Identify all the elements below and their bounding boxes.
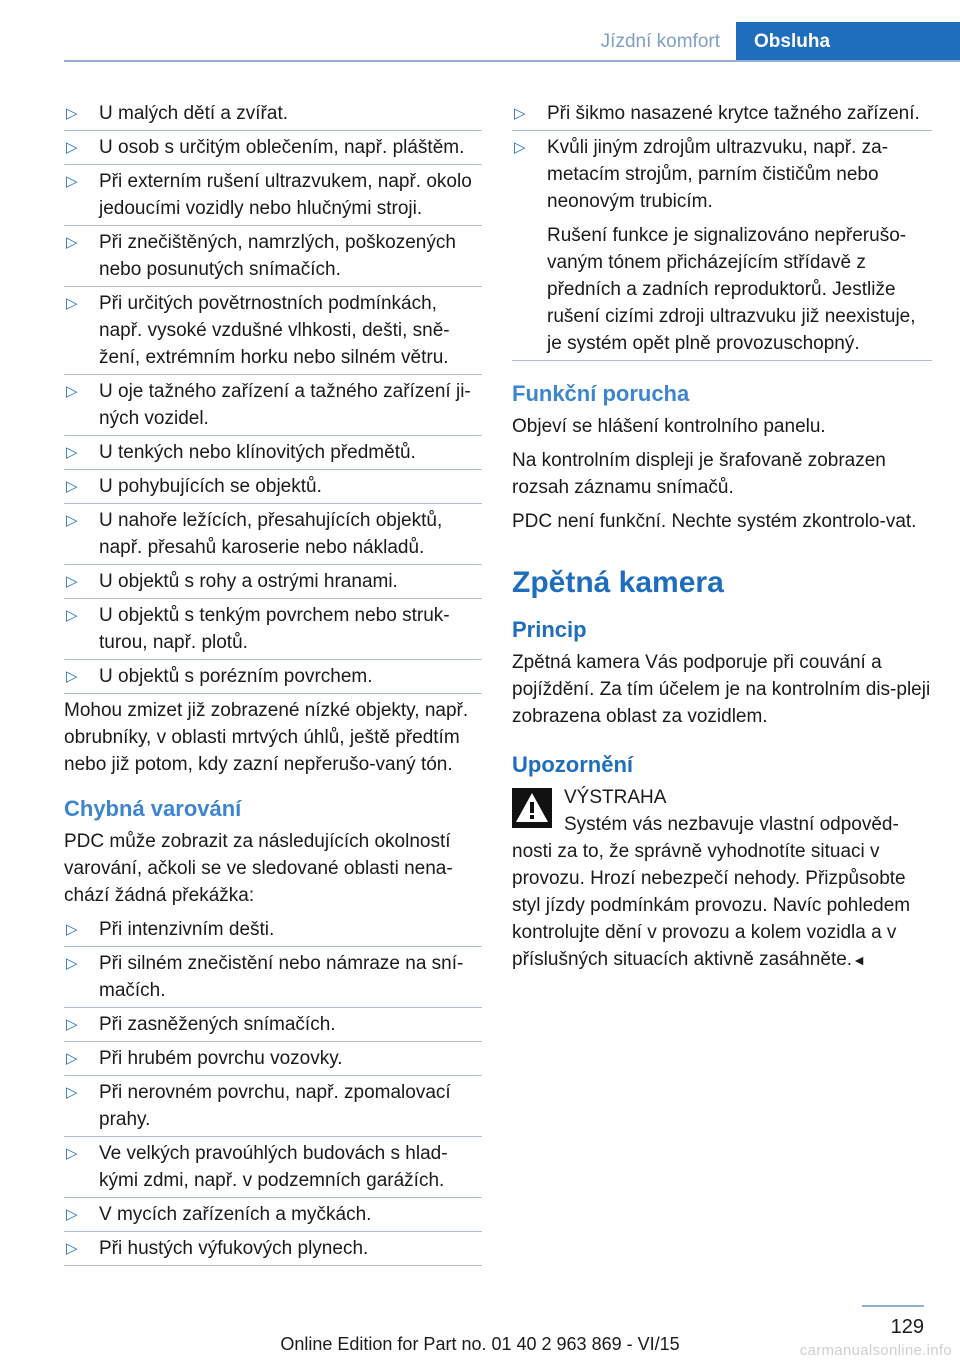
triangle-bullet-icon: ▷ — [66, 573, 78, 590]
heading-false-warnings: Chybná varování — [64, 796, 242, 821]
footer-rule — [862, 1305, 924, 1307]
triangle-bullet-icon: ▷ — [66, 1016, 78, 1033]
paragraph-false-warnings-intro: PDC může zobrazit za následujících okolností varování, ačkoli se ve sledované oblasti nena-chází žádná překážka: — [64, 831, 453, 906]
list-item: ▷ Při šikmo nasazené krytce tažného zařízení. — [512, 100, 932, 127]
triangle-bullet-icon: ▷ — [66, 1240, 78, 1257]
bullet-list-limits — [64, 100, 482, 690]
list-item: ▷ U oje tažného zařízení a tažného zařízení ji-ných vozidel. — [64, 378, 482, 432]
list-item: ▷ U objektů s rohy a ostrými hranami. — [64, 568, 482, 595]
warning-block — [512, 784, 932, 974]
bullet-list-false-warnings — [64, 916, 482, 1262]
paragraph-interference-note: Rušení funkce je signalizováno nepřerušo-vaným tónem přicházejícím střídavě z předních a zadních reproduktorů. Jestliže rušení cizími zdroji ultrazvuku již neexistuje, je systém opět plně provozuschopný. — [547, 225, 916, 354]
header-rule — [64, 60, 960, 62]
heading-principle: Princip — [512, 617, 587, 642]
list-item: ▷ U osob s určitým oblečením, např. pláštěm. — [64, 134, 482, 161]
heading-malfunction: Funkční porucha — [512, 381, 690, 406]
paragraph-malfunction-3: PDC není funkční. Nechte systém zkontrolo-vat. — [512, 511, 917, 532]
list-item: ▷ Kvůli jiným zdrojům ultrazvuku, např. za-metacím strojům, parním čističům nebo neonovým trubicím. Rušení funkce je signalizováno nepřerušo-vaným tónem přicházejícím střídavě z předních a zadních reproduktorů. Jestliže rušení cizími zdroji ultrazvuku již neexistuje, je systém opět plně provozuschopný. — [512, 134, 932, 357]
triangle-bullet-icon: ▷ — [66, 295, 78, 312]
list-item: ▷ U pohybujících se objektů. — [64, 473, 482, 500]
list-item: ▷ Ve velkých pravoúhlých budovách s hlad-kými zdmi, např. v podzemních garážích. — [64, 1140, 482, 1194]
paragraph-malfunction-1: Objeví se hlášení kontrolního panelu. — [512, 416, 826, 437]
triangle-bullet-icon: ▷ — [66, 1206, 78, 1223]
chapter-tab: Obsluha — [736, 22, 960, 62]
bullet-list-continued — [512, 100, 932, 357]
list-item: ▷ Při externím rušení ultrazvukem, např. okolo jedoucími vozidly nebo hlučnými stroji. — [64, 168, 482, 222]
paragraph-malfunction-2: Na kontrolním displeji je šrafovaně zobrazen rozsah záznamu snímačů. — [512, 450, 886, 498]
triangle-bullet-icon: ▷ — [66, 444, 78, 461]
left-column — [64, 100, 482, 1269]
list-item: ▷ Při hrubém povrchu vozovky. — [64, 1045, 482, 1072]
list-item: ▷ Při hustých výfukových plynech. — [64, 1235, 482, 1262]
paragraph-low-objects: Mohou zmizet již zobrazené nízké objekty, např. obrubníky, v oblasti mrtvých úhlů, ještě předtím nebo již potom, kdy zazní nepřerušo-vaný tón. — [64, 700, 469, 775]
paragraph-principle: Zpětná kamera Vás podporuje při couvání a pojíždění. Za tím účelem je na kontrolním dis-pleji zobrazena oblast za vozidlem. — [512, 652, 931, 727]
triangle-bullet-icon: ▷ — [66, 921, 78, 938]
triangle-bullet-icon: ▷ — [66, 1050, 78, 1067]
triangle-bullet-icon: ▷ — [514, 139, 526, 156]
list-item: ▷ Při určitých povětrnostních podmínkách, např. vysoké vzdušné vlhkosti, dešti, sně-žení, extrémním horku nebo silném větru. — [64, 290, 482, 371]
triangle-bullet-icon: ▷ — [66, 955, 78, 972]
heading-rear-camera: Zpětná kamera — [512, 566, 724, 599]
triangle-bullet-icon: ▷ — [66, 139, 78, 156]
list-item: ▷ U malých dětí a zvířat. — [64, 100, 482, 127]
edition-footer: Online Edition for Part no. 01 40 2 963 869 - VI/15 — [280, 1334, 680, 1354]
list-item: ▷ Při intenzivním dešti. — [64, 916, 482, 943]
triangle-bullet-icon: ▷ — [66, 607, 78, 624]
warning-text: nosti za to, že správně vyhodnotíte situaci v provozu. Hrozí nebezpečí nehody. Přizpůsobte styl jízdy podmínkám provozu. Navíc pohledem kontrolujte dění v provozu a kolem vozidla a v příslušných situacích aktivně zasáhněte.◄ — [512, 841, 911, 970]
triangle-bullet-icon: ▷ — [514, 105, 526, 122]
right-column — [512, 100, 932, 981]
warning-title: VÝSTRAHA — [564, 787, 667, 808]
list-item: ▷ U nahoře ležících, přesahujících objektů, např. přesahů karoserie nebo nákladů. — [64, 507, 482, 561]
section-tab: Jízdní komfort — [600, 31, 720, 52]
triangle-bullet-icon: ▷ — [66, 383, 78, 400]
list-item: ▷ U objektů s tenkým povrchem nebo struk-turou, např. plotů. — [64, 602, 482, 656]
heading-notice: Upozornění — [512, 752, 633, 777]
triangle-bullet-icon: ▷ — [66, 173, 78, 190]
list-item: ▷ U objektů s porézním povrchem. — [64, 663, 482, 690]
triangle-bullet-icon: ▷ — [66, 1084, 78, 1101]
list-item: ▷ V mycích zařízeních a myčkách. — [64, 1201, 482, 1228]
warning-line-1: Systém vás nezbavuje vlastní odpověd- — [564, 814, 899, 835]
list-item: ▷ Při nerovném povrchu, např. zpomalovací prahy. — [64, 1079, 482, 1133]
triangle-bullet-icon: ▷ — [66, 1145, 78, 1162]
page-number: 129 — [890, 1316, 924, 1338]
warning-triangle-icon — [512, 788, 552, 828]
triangle-bullet-icon: ▷ — [66, 668, 78, 685]
list-item: ▷ Při silném znečistění nebo námraze na sní-mačích. — [64, 950, 482, 1004]
watermark: carmanualsonline.info — [799, 1342, 952, 1359]
triangle-bullet-icon: ▷ — [66, 478, 78, 495]
triangle-bullet-icon: ▷ — [66, 512, 78, 529]
triangle-bullet-icon: ▷ — [66, 105, 78, 122]
end-mark-icon: ◄ — [852, 952, 866, 968]
list-item: ▷ Při zasněžených snímačích. — [64, 1011, 482, 1038]
list-item: ▷ U tenkých nebo klínovitých předmětů. — [64, 439, 482, 466]
triangle-bullet-icon: ▷ — [66, 234, 78, 251]
list-item: ▷ Při znečištěných, namrzlých, poškozených nebo posunutých snímačích. — [64, 229, 482, 283]
